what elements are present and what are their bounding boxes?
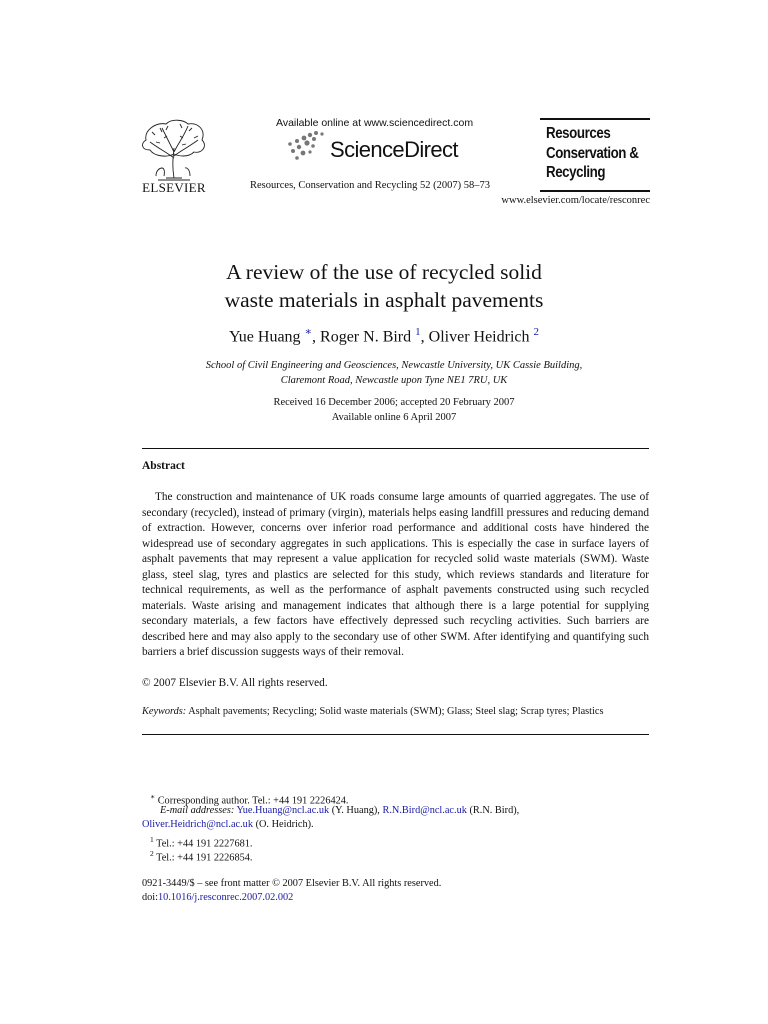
affiliation-line: School of Civil Engineering and Geosciences, Newcastle University, UK Cassie Building,	[205, 360, 583, 371]
email-owner: (Y. Huang),	[331, 805, 383, 816]
footnote-text: Tel.: +44 191 2227681.	[156, 838, 253, 850]
author-separator: ,	[312, 328, 321, 346]
abstract-body	[142, 490, 649, 661]
journal-citation: Resources, Conservation and Recycling 52 (2007) 58–73	[250, 180, 490, 191]
author-list	[0, 325, 768, 346]
email-link-huang[interactable]: Yue.Huang@ncl.ac.uk	[236, 805, 330, 816]
keywords-list: Asphalt pavements; Recycling; Solid waste materials (SWM); Glass; Steel slag; Scrap tyres; Plastics	[188, 706, 604, 717]
keywords-label: Keywords:	[142, 706, 187, 717]
footnote-mark: 2	[150, 849, 154, 858]
title-line: A review of the use of recycled solid	[226, 260, 542, 284]
publisher-name: ELSEVIER	[142, 180, 206, 195]
received-accepted-dates: Received 16 December 2006; accepted 20 February 2007	[273, 397, 515, 408]
journal-brand-line: Conservation &	[546, 144, 639, 162]
doi-link[interactable]: 10.1016/j.resconrec.2007.02.002	[158, 892, 294, 903]
email-link-bird[interactable]: R.N.Bird@ncl.ac.uk	[382, 805, 467, 816]
author-separator: ,	[420, 328, 429, 346]
abstract-copyright: © 2007 Elsevier B.V. All rights reserved.	[142, 677, 328, 689]
doi-line	[142, 892, 293, 903]
divider-bottom	[142, 734, 649, 735]
footnote-emails-continued	[142, 818, 314, 833]
sciencedirect-wordmark: ScienceDirect	[330, 137, 458, 162]
divider-top	[142, 448, 649, 449]
article-title	[0, 258, 768, 314]
available-online-date: Available online 6 April 2007	[331, 412, 457, 423]
keywords	[142, 706, 662, 717]
author-name: Oliver Heidrich	[428, 328, 530, 346]
affiliation	[0, 358, 768, 388]
footnote-emails	[160, 804, 519, 819]
author-footnote-mark[interactable]: 1	[415, 326, 421, 338]
email-link-heidrich[interactable]: Oliver.Heidrich@ncl.ac.uk	[142, 819, 253, 830]
front-matter-notice: 0921-3449/$ – see front matter © 2007 Elsevier B.V. All rights reserved.	[142, 878, 442, 889]
email-label: E-mail addresses:	[160, 805, 235, 816]
footnote-tel-2	[150, 847, 252, 866]
email-owner: (O. Heidrich).	[255, 819, 314, 830]
footnote-mark: ∗	[150, 792, 156, 801]
email-owner: (R.N. Bird),	[469, 805, 520, 816]
article-dates	[0, 395, 768, 425]
author-footnote-mark[interactable]: ∗	[304, 326, 313, 338]
journal-url: www.elsevier.com/locate/resconrec	[501, 195, 650, 206]
title-line: waste materials in asphalt pavements	[224, 288, 544, 312]
footnote-text: Corresponding author. Tel.: +44 191 2226424.	[157, 795, 349, 807]
doi-label: doi:	[142, 892, 159, 903]
author-name: Yue Huang	[229, 328, 301, 346]
journal-brand-line: Recycling	[546, 164, 606, 181]
author-name: Roger N. Bird	[320, 328, 412, 346]
sciencedirect-dots-icon	[286, 130, 326, 162]
tree-icon	[136, 118, 212, 182]
abstract-heading: Abstract	[142, 460, 185, 472]
footnote-text: Tel.: +44 191 2226854.	[156, 852, 253, 864]
abstract-paragraph: The construction and maintenance of UK roads consume large amounts of quarried aggregates. The use of secondary (recycled), instead of primary (virgin), materials helps easing landfill pressures and reducing demand of extraction. However, concerns over inferior road performance and additional costs have hindered the widespread use of secondary aggregates in such applications. This is especially the case in surface layers of asphalt pavements that may represent a value application for recycled solid waste materials (SWM). Waste glass, steel slag, tyres and plastics are selected for this study, which reviews standards and literature for technical requirements, as well as the performance of asphalt pavements constructed using such recycled materials. Waste arising and management indicates that although there is a large potential for supplying secondary materials, a few factors have effectively depressed such recycling activities. Such barriers are described here and may also apply to the secondary use of other SWM. After identifying and quantifying such barriers a brief discussion suggests ways of their removal.	[142, 491, 649, 658]
available-online-text: Available online at www.sciencedirect.com	[276, 117, 474, 129]
journal-brand-logo	[540, 118, 650, 192]
affiliation-line: Claremont Road, Newcastle upon Tyne NE1 7RU, UK	[280, 375, 508, 386]
author-footnote-mark[interactable]: 2	[533, 326, 539, 338]
journal-brand-line: Resources	[546, 125, 611, 142]
footnote-mark: 1	[150, 835, 154, 844]
